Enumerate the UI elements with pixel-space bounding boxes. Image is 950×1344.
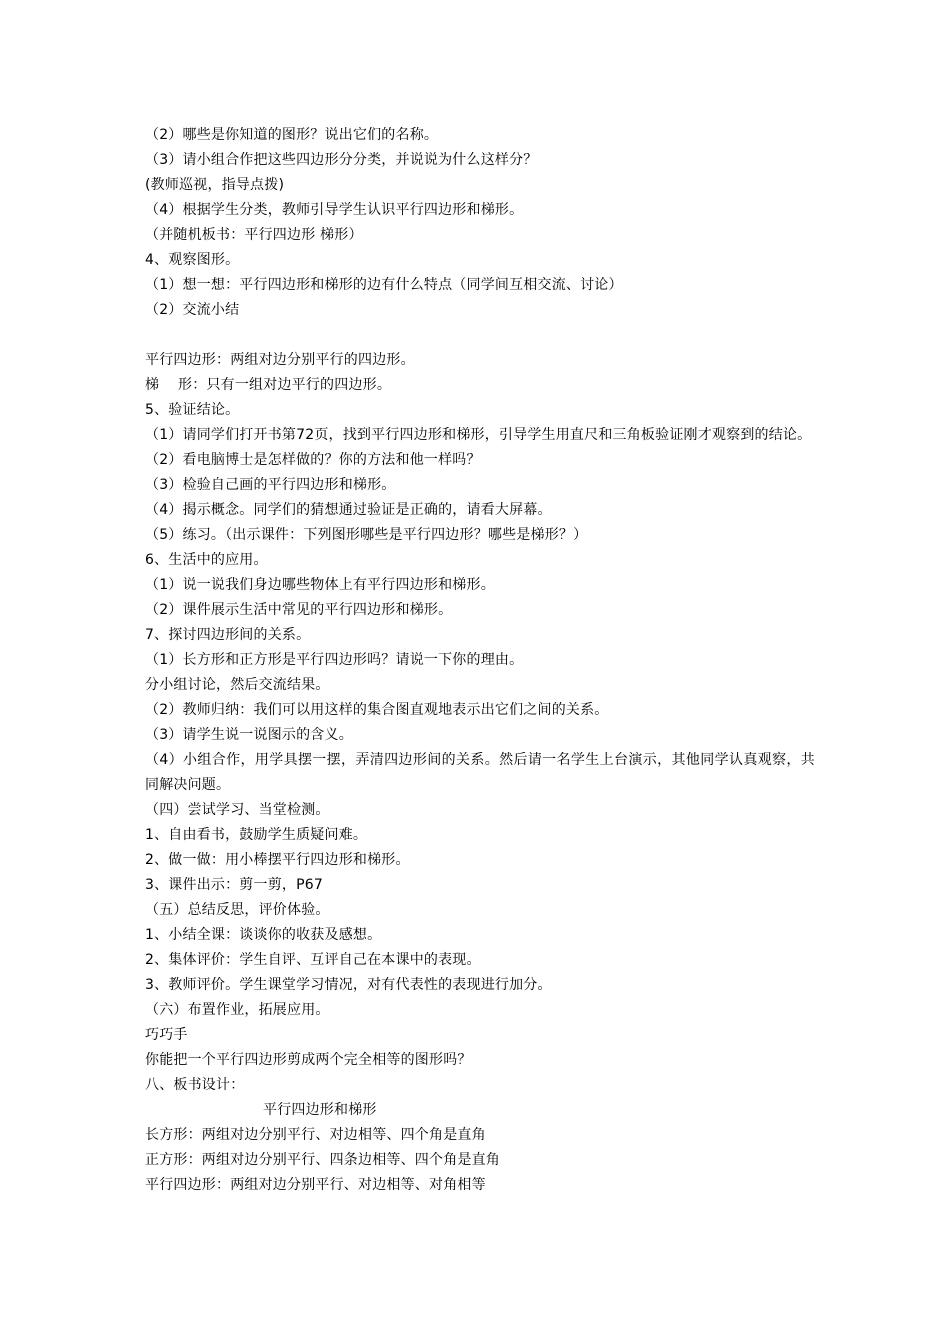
board-line: 长方形：两组对边分别平行、对边相等、四个角是直角 — [145, 1127, 486, 1143]
text-line: （5）练习。（出示课件：下列图形哪些是平行四边形？哪些是梯形？） — [145, 527, 588, 543]
text-line: （1）想一想：平行四边形和梯形的边有什么特点（同学间互相交流、讨论） — [145, 277, 623, 293]
text-line: (教师巡视，指导点拨) — [145, 177, 285, 193]
text-line: 巧巧手 — [145, 1027, 188, 1043]
text-line: （2）哪些是你知道的图形？说出它们的名称。 — [145, 127, 439, 143]
section-heading: 7、探讨四边形间的关系。 — [145, 627, 311, 643]
section-heading: 6、生活中的应用。 — [145, 552, 268, 568]
text-line: （1）长方形和正方形是平行四边形吗？请说一下你的理由。 — [145, 652, 524, 668]
section-heading: 5、验证结论。 — [145, 402, 240, 418]
text-line: 3、教师评价。学生课堂学习情况，对有代表性的表现进行加分。 — [145, 977, 552, 993]
text-paragraph: （4）小组合作，用学具摆一摆，弄清四边形间的关系。然后请一名学生上台演示，其他同学认真观察，共同解决问题。 — [145, 752, 815, 793]
text-line: （2）课件展示生活中常见的平行四边形和梯形。 — [145, 602, 453, 618]
text-line: （3）请小组合作把这些四边形分分类，并说说为什么这样分？ — [145, 152, 538, 168]
text-line: 2、集体评价：学生自评、互评自己在本课中的表现。 — [145, 952, 481, 968]
board-design-title: 平行四边形和梯形 — [263, 1102, 377, 1118]
text-line: （1）说一说我们身边哪些物体上有平行四边形和梯形。 — [145, 577, 495, 593]
text-line: 2、做一做：用小棒摆平行四边形和梯形。 — [145, 852, 410, 868]
definition-line: 平行四边形：两组对边分别平行的四边形。 — [145, 352, 415, 368]
text-line: 你能把一个平行四边形剪成两个完全相等的图形吗？ — [145, 1052, 472, 1068]
blank-line — [145, 323, 815, 348]
text-line: 分小组讨论，然后交流结果。 — [145, 677, 330, 693]
board-line: 正方形：两组对边分别平行、四条边相等、四个角是直角 — [145, 1152, 500, 1168]
text-line: （2）交流小结 — [145, 302, 240, 318]
board-line: 平行四边形：两组对边分别平行、对边相等、对角相等 — [145, 1177, 486, 1193]
text-line: （2）教师归纳：我们可以用这样的集合图直观地表示出它们之间的关系。 — [145, 702, 609, 718]
text-line: 3、课件出示：剪一剪，P67 — [145, 877, 323, 893]
section-heading: （四）尝试学习、当堂检测。 — [145, 802, 330, 818]
section-heading: （五）总结反思，评价体验。 — [145, 902, 330, 918]
text-line: 1、自由看书，鼓励学生质疑问难。 — [145, 827, 368, 843]
text-line: （2）看电脑博士是怎样做的？你的方法和他一样吗？ — [145, 452, 481, 468]
text-line: （3）检验自己画的平行四边形和梯形。 — [145, 477, 396, 493]
text-line: （并随机板书：平行四边形 梯形） — [145, 227, 363, 243]
section-heading: 4、观察图形。 — [145, 252, 240, 268]
text-line: 1、小结全课：谈谈你的收获及感想。 — [145, 927, 382, 943]
definition-line: 梯 形：只有一组对边平行的四边形。 — [145, 377, 392, 393]
text-line: （3）请学生说一说图示的含义。 — [145, 727, 353, 743]
section-heading: 八、板书设计： — [145, 1077, 245, 1093]
text-paragraph: （1）请同学们打开书第72页，找到平行四边形和梯形，引导学生用直尺和三角板验证刚才观察到的结论。 — [145, 427, 812, 443]
section-heading: （六）布置作业，拓展应用。 — [145, 1002, 330, 1018]
document-page — [145, 123, 815, 1198]
text-line: （4）揭示概念。同学们的猜想通过验证是正确的，请看大屏幕。 — [145, 502, 552, 518]
text-line: （4）根据学生分类，教师引导学生认识平行四边形和梯形。 — [145, 202, 524, 218]
